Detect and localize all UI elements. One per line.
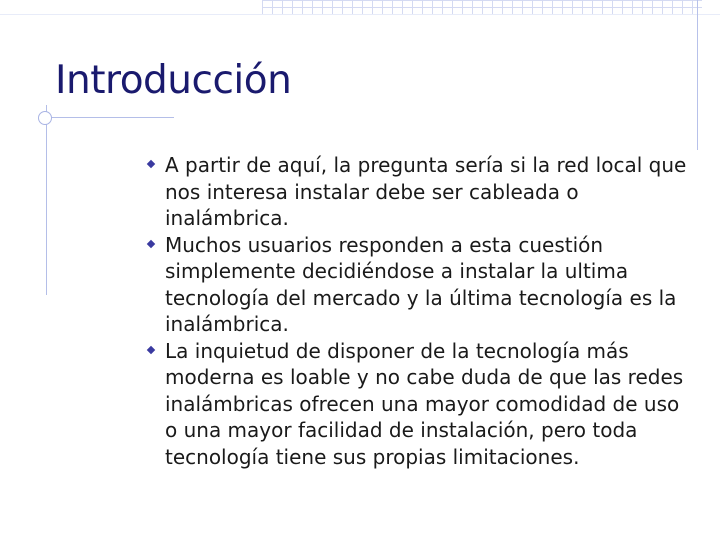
- bullet-text: Muchos usuarios responden a esta cuestión simplemente decidiéndose a instalar la ultima tecnología del mercado y la última tecnología es la inalámbrica.: [165, 232, 677, 336]
- slide-title: Introducción: [55, 58, 292, 103]
- crosshair-circle-icon: [38, 111, 52, 125]
- right-rule: [697, 0, 698, 150]
- bullet-item: [145, 338, 690, 471]
- bullet-text: A partir de aquí, la pregunta sería si la red local que nos interesa instalar debe ser cableada o inalámbrica.: [165, 153, 687, 230]
- title-underline: [44, 117, 174, 118]
- bullet-item: [145, 232, 690, 338]
- diamond-bullet-icon: [147, 239, 155, 247]
- bullet-item: [145, 152, 690, 232]
- top-rule: [0, 14, 720, 15]
- diamond-bullet-icon: [147, 345, 155, 353]
- left-rule: [46, 105, 47, 295]
- bullet-list: [145, 152, 690, 470]
- bullet-text: La inquietud de disponer de la tecnología más moderna es loable y no cabe duda de que las redes inalámbricas ofrecen una mayor comodidad de uso o una mayor facilidad de instalación, pero toda tecnología tiene sus propias limitaciones.: [165, 338, 684, 469]
- diamond-bullet-icon: [147, 160, 155, 168]
- decorative-grid: [262, 0, 702, 15]
